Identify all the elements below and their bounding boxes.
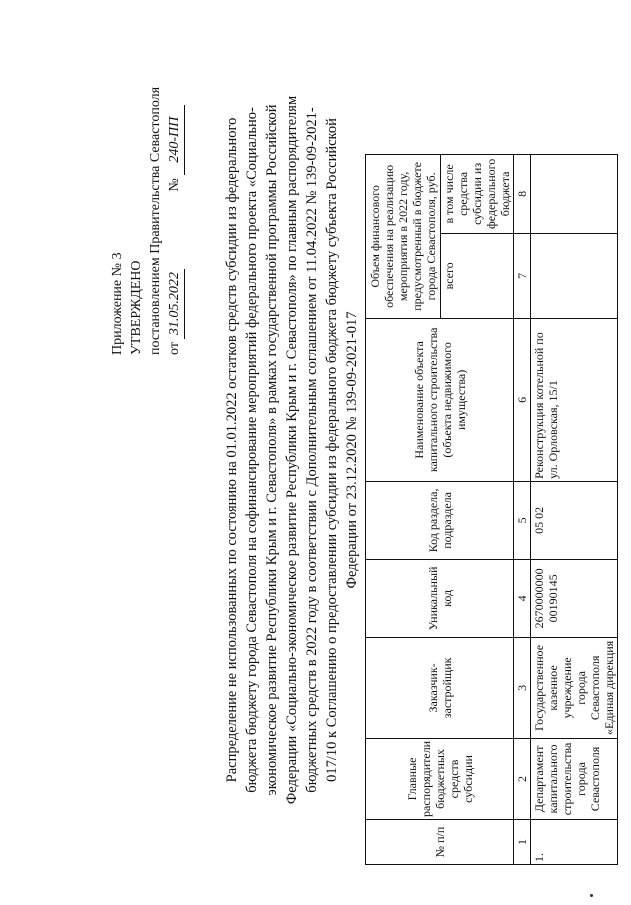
approved-label: УТВЕРЖДЕНО	[129, 260, 144, 355]
approval-number: 240-ПП	[165, 105, 185, 175]
page-mark	[590, 894, 593, 897]
row-gr: Департамент капитального строительства города Севастополя	[531, 738, 618, 819]
row-object: Реконструкция котельной по ул. Орловская, 15/1	[531, 318, 618, 481]
approval-date-line	[165, 25, 185, 355]
column-number: 1	[514, 820, 531, 865]
column-number: 3	[514, 637, 531, 738]
approval-date: 31.05.2022	[165, 269, 185, 339]
header-volume: Объем финансового обеспечения на реализацию мероприятия в 2022 году, предусмотренный в бюджете города Севастополя, руб.	[366, 154, 441, 318]
row-customer: Государственное казенное учреждение города Севастополя «Единая дирекция	[531, 637, 618, 738]
column-number: 5	[514, 481, 531, 559]
header-object: Наименование объекта капитального строительства (объекта недвижимого имущества)	[366, 318, 514, 481]
table-header-row	[366, 154, 441, 864]
column-number: 4	[514, 559, 531, 637]
header-section: Код раздела, подраздела	[366, 481, 514, 559]
distribution-table	[365, 154, 618, 865]
row-federal	[531, 154, 618, 233]
document-title: Распределение не использованных по состоянию на 01.01.2022 остатков средств субсидии из федерального бюджета бюджету города Севастополя на софинансирование мероприятий федерального проекта «Социально-экономическое развитие Республики Крым и г. Севастополя» в рамках государственной программы Российской Федерации «Социально-экономическое развитие Республики Крым и г. Севастополя» по главным распорядителям бюджетных средств в 2022 году в соответствии с Дополнительным соглашением от 11.04.2022 № 139-09-2021-017/10 к Соглашению о предоставлении субсидии из федерального бюджета бюджету субъекта Российской Федерации от 23.12.2020 № 139-09-2021-017	[224, 95, 360, 805]
row-num: 1.	[531, 820, 618, 865]
header-gr: Главные распорядители бюджетных средств субсидии	[366, 738, 514, 819]
column-number: 7	[514, 233, 531, 318]
column-number: 8	[514, 154, 531, 233]
row-code: 2670000000 00190145	[531, 559, 618, 637]
header-federal: в том числе средства субсидии из федерального бюджета	[441, 154, 514, 233]
resolution-label: постановлением Правительства Севастополя	[148, 86, 163, 355]
header-total: всего	[441, 233, 514, 318]
header-customer: Заказчик-застройщик	[366, 637, 514, 738]
number-label: №	[167, 178, 182, 192]
from-label: от	[167, 342, 182, 355]
column-number: 6	[514, 318, 531, 481]
column-number: 2	[514, 738, 531, 819]
header-code: Уникальный код	[366, 559, 514, 637]
approval-block	[108, 25, 185, 355]
header-num: № п/п	[366, 820, 514, 865]
column-numbers-row	[514, 154, 531, 864]
row-total	[531, 233, 618, 318]
appendix-number: Приложение № 3	[110, 252, 125, 355]
row-section: 05 02	[531, 481, 618, 559]
table-row	[531, 154, 618, 864]
